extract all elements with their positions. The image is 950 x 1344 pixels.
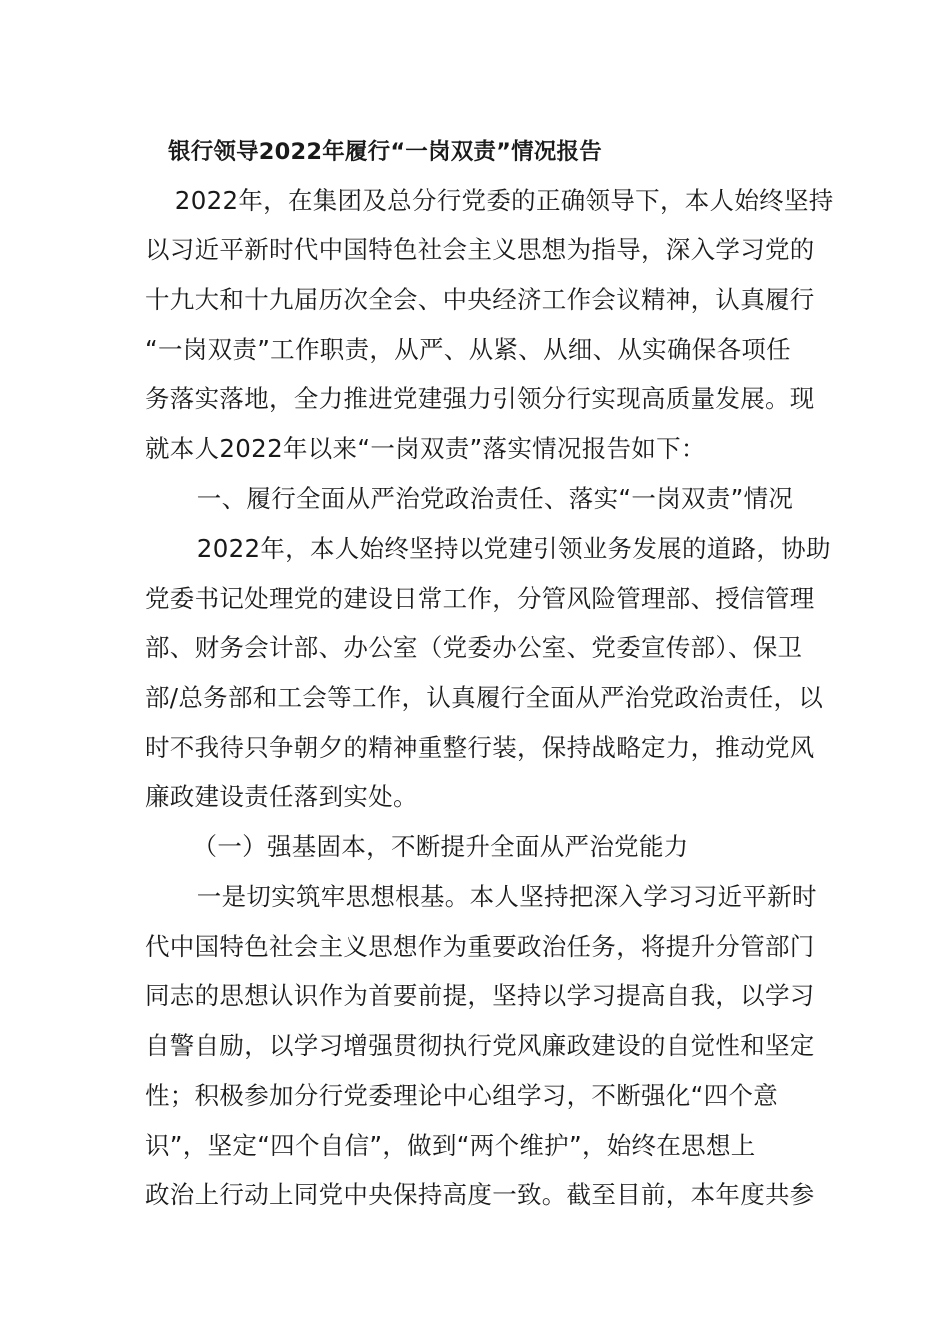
paragraph-line: 识”，坚定“四个自信”，做到“两个维护”，始终在思想上	[145, 1131, 756, 1160]
paragraph-line: 同志的思想认识作为首要前提，坚持以学习提高自我，以学习	[145, 981, 815, 1010]
paragraph-line: 自警自励，以学习增强贯彻执行党风廉政建设的自觉性和坚定	[145, 1031, 815, 1060]
paragraph-line: “一岗双责”工作职责，从严、从紧、从细、从实确保各项任	[145, 335, 791, 364]
subsection-heading: （一）强基固本，不断提升全面从严治党能力	[180, 832, 689, 861]
paragraph-line: 一是切实筑牢思想根基。本人坚持把深入学习习近平新时	[172, 882, 817, 911]
document-title: 银行领导2022年履行“一岗双责”情况报告	[168, 139, 602, 165]
paragraph-line: 党委书记处理党的建设日常工作，分管风险管理部、授信管理	[145, 584, 815, 613]
paragraph-line: 廉政建设责任落到实处。	[145, 782, 418, 811]
paragraph-line: 性；积极参加分行党委理论中心组学习，不断强化“四个意	[145, 1081, 778, 1110]
paragraph-line: 2022年，本人始终坚持以党建引领业务发展的道路，协助	[172, 534, 831, 563]
paragraph-line: 代中国特色社会主义思想作为重要政治任务，将提升分管部门	[145, 932, 815, 961]
paragraph-line: 就本人2022年以来“一岗双责”落实情况报告如下：	[145, 434, 706, 463]
paragraph-line: 部/总务部和工会等工作，认真履行全面从严治党政治责任，以	[145, 683, 824, 712]
paragraph-line: 2022年，在集团及总分行党委的正确领导下，本人始终坚持	[150, 186, 834, 215]
paragraph-line: 部、财务会计部、办公室（党委办公室、党委宣传部）、保卫	[145, 633, 803, 662]
section-heading: 一、履行全面从严治党政治责任、落实“一岗双责”情况	[172, 484, 794, 513]
paragraph-line: 十九大和十九届历次全会、中央经济工作会议精神，认真履行	[145, 285, 815, 314]
paragraph-line: 以习近平新时代中国特色社会主义思想为指导，深入学习党的	[145, 235, 815, 264]
paragraph-line: 务落实落地，全力推进党建强力引领分行实现高质量发展。现	[145, 384, 815, 413]
paragraph-line: 政治上行动上同党中央保持高度一致。截至目前，本年度共参	[145, 1180, 815, 1209]
paragraph-line: 时不我待只争朝夕的精神重整行装，保持战略定力，推动党风	[145, 733, 815, 762]
